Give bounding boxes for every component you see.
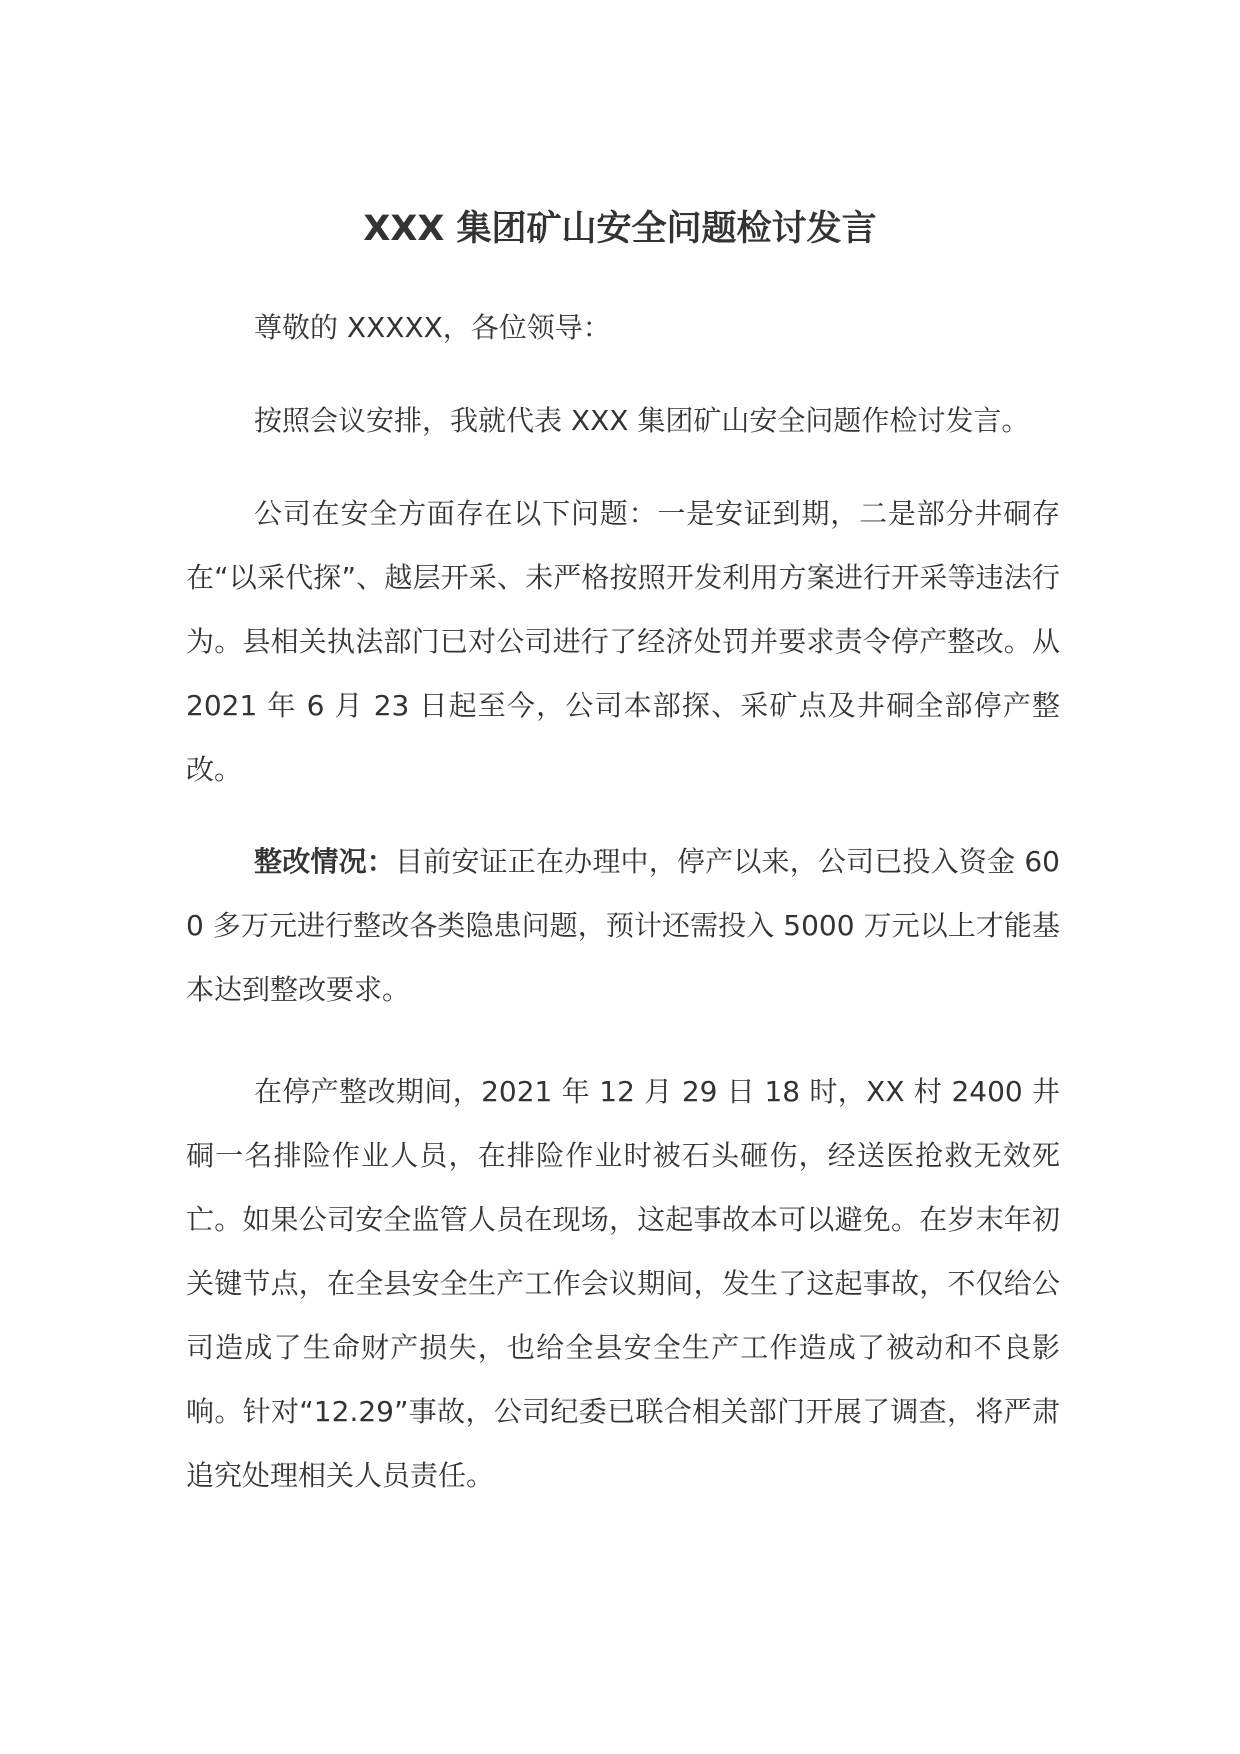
rectification-paragraph — [186, 830, 1060, 1022]
rectification-text: 目前安证正在办理中，停产以来，公司已投入资金 600 多万元进行整改各类隐患问题，预计还需投入 5000 万元以上才能基本达到整改要求。 — [186, 845, 1060, 1006]
salutation-paragraph: 尊敬的 XXXXX，各位领导： — [254, 311, 611, 344]
accident-paragraph: 在停产整改期间，2021 年 12 月 29 日 18 时，XX 村 2400 井硐一名排险作业人员，在排险作业时被石头砸伤，经送医抢救无效死亡。如果公司安全监管人员在现场，这起事故本可以避免。在岁末年初关键节点，在全县安全生产工作会议期间，发生了这起事故，不仅给公司造成了生命财产损失，也给全县安全生产工作造成了被动和不良影响。针对“12.29”事故，公司纪委已联合相关部门开展了调查，将严肃追究处理相关人员责任。 — [186, 1075, 1060, 1492]
problems-paragraph: 公司在安全方面存在以下问题：一是安证到期，二是部分井硐存在“以采代探”、越层开采、未严格按照开发利用方案进行开采等违法行为。县相关执法部门已对公司进行了经济处罚并要求责令停产整改。从 2021 年 6 月 23 日起至今，公司本部探、采矿点及井硐全部停产整改。 — [186, 497, 1060, 786]
document-title: XXX 集团矿山安全问题检讨发言 — [363, 209, 877, 249]
intro-paragraph: 按照会议安排，我就代表 XXX 集团矿山安全问题作检讨发言。 — [254, 404, 1030, 437]
rectification-label: 整改情况： — [254, 845, 395, 878]
